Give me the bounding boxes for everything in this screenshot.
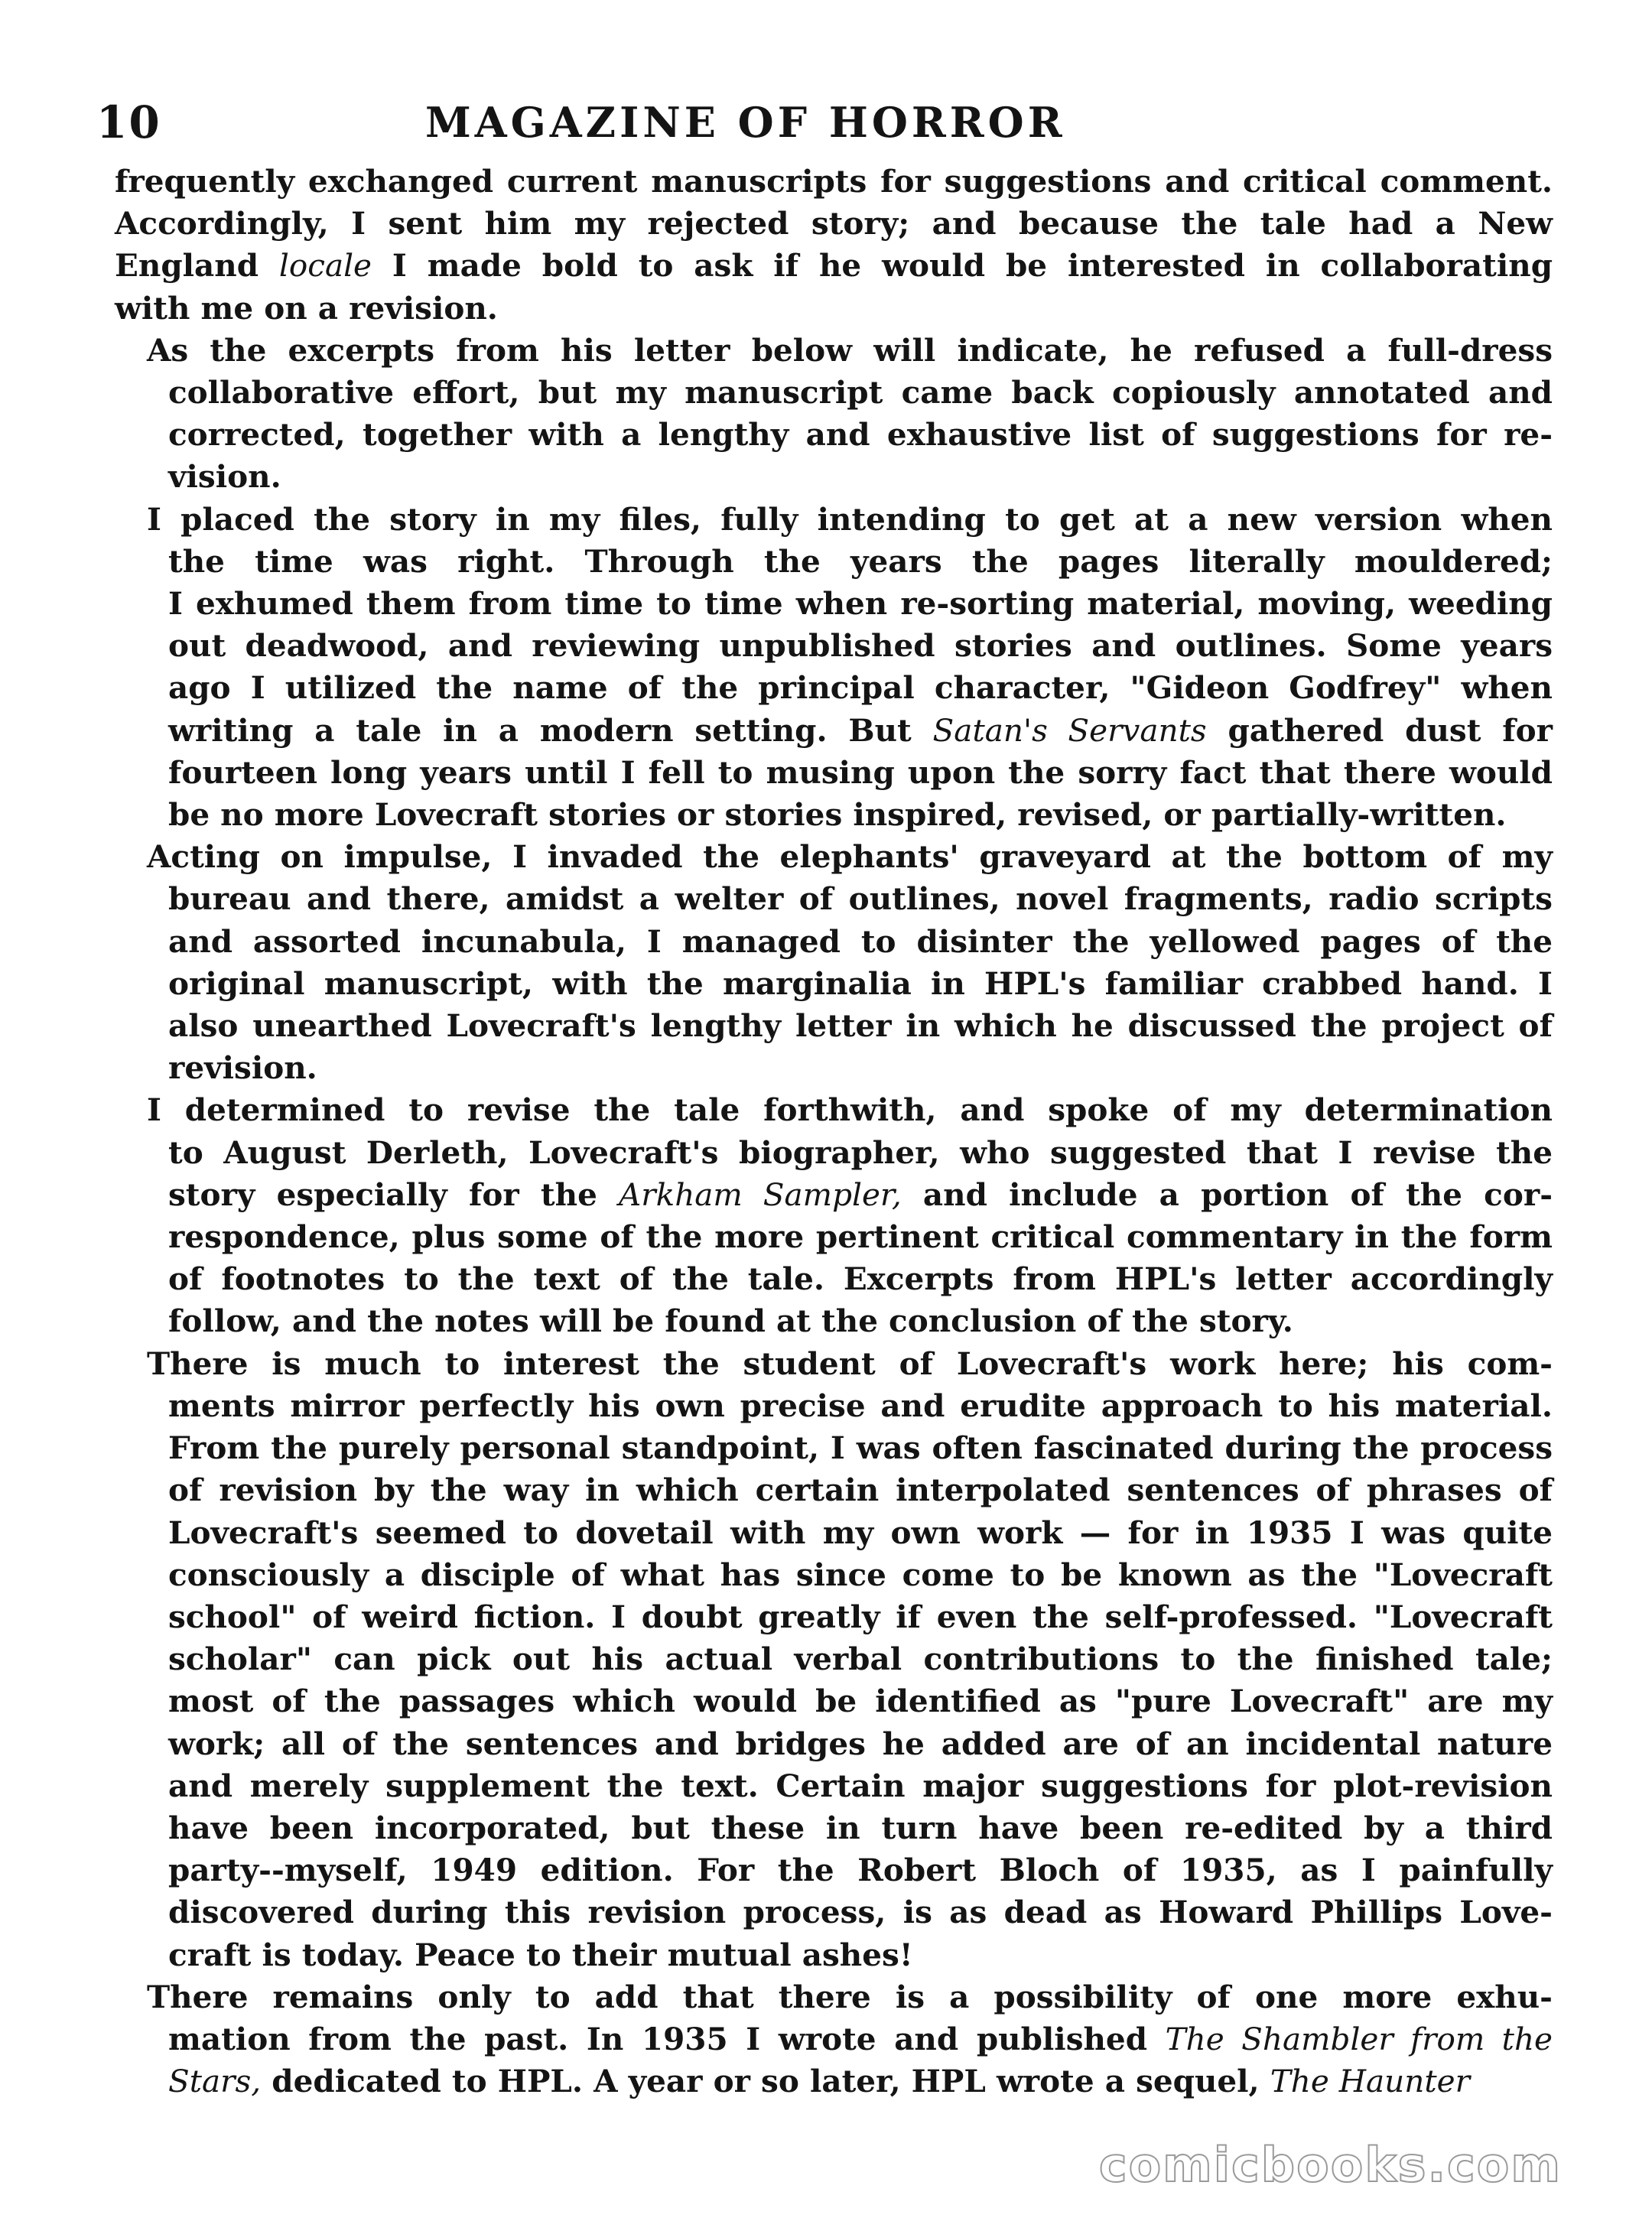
text-line: have been incorporated, but these in turn have been re-edited by a third [168,1809,1553,1846]
text-line: school" of weird fiction. I doubt greatly if even the self-professed. "Lovecraft [168,1598,1553,1635]
text-line: vision. [168,458,281,496]
text-line: ago I utilized the name of the principal character, "Gideon Godfrey" when [168,669,1553,707]
text-line: be no more Lovecraft stories or stories inspired, revised, or partially-written. [168,796,1507,834]
watermark-logo: comicbooks.com [1098,2137,1562,2193]
paragraph [115,330,1553,499]
text-line: From the purely personal standpoint, I was often fascinated during the process [168,1429,1553,1467]
text-line: the time was right. Through the years the pages literally mouldered; [168,542,1553,580]
text-line: Stars, dedicated to HPL. A year or so later, HPL wrote a sequel, The Haunter [168,2063,1470,2100]
text-line: of footnotes to the text of the tale. Excerpts from HPL's letter accordingly [168,1260,1553,1298]
text-line: I exhumed them from time to time when re-sorting material, moving, weeding [168,585,1553,623]
text-line: of revision by the way in which certain interpolated sentences of phrases of [168,1472,1553,1509]
text-line: original manuscript, with the marginalia in HPL's familiar crabbed hand. I [168,964,1553,1002]
text-line: and assorted incunabula, I managed to disinter the yellowed pages of the [168,922,1553,960]
text-line: revision. [168,1049,317,1087]
text-line: collaborative effort, but my manuscript came back copiously annotated and [168,374,1553,411]
text-line: consciously a disciple of what has since come to be known as the "Lovecraft [168,1556,1553,1593]
paragraph [115,161,1553,330]
paragraph [115,1089,1553,1342]
text-line: There remains only to add that there is a possibility of one more exhu- [147,1978,1553,2015]
text-line: As the excerpts from his letter below will indicate, he refused a full-dress [147,331,1553,369]
paragraph [115,1976,1553,2103]
text-line: scholar" can pick out his actual verbal contributions to the finished tale; [168,1641,1553,1678]
text-line: with me on a revision. [115,289,498,327]
text-line: Acting on impulse, I invaded the elephants' graveyard at the bottom of my [147,838,1553,876]
text-line: Lovecraft's seemed to dovetail with my own work — for in 1935 I was quite [168,1514,1553,1551]
text-line: mation from the past. In 1935 I wrote and published The Shambler from the [168,2020,1553,2057]
magazine-title: MAGAZINE OF HORROR [425,98,1066,147]
text-line: ments mirror perfectly his own precise and erudite approach to his material. [168,1387,1553,1424]
text-line: Accordingly, I sent him my rejected story; and because the tale had a New [115,205,1553,242]
text-line: discovered during this revision process, is as dead as Howard Phillips Love- [168,1894,1553,1931]
text-line: out deadwood, and reviewing unpublished stories and outlines. Some years [168,627,1553,665]
page-header [96,92,1550,161]
text-line: I placed the story in my files, fully intending to get at a new version when [147,500,1553,538]
text-line: bureau and there, amidst a welter of outlines, novel fragments, radio scripts [168,880,1553,918]
page-number: 10 [96,96,161,148]
text-line: and merely supplement the text. Certain major suggestions for plot-revision [168,1767,1553,1804]
text-line: party--myself, 1949 edition. For the Robert Bloch of 1935, as I painfully [168,1852,1553,1889]
text-line: also unearthed Lovecraft's lengthy letter in which he discussed the project of [168,1007,1553,1045]
text-line: I determined to revise the tale forthwith, and spoke of my determination [147,1091,1553,1129]
text-line: work; all of the sentences and bridges he added are of an incidental nature [168,1725,1553,1762]
text-line: craft is today. Peace to their mutual ashes! [168,1936,913,1973]
text-line: respondence, plus some of the more pertinent critical commentary in the form [168,1218,1553,1256]
text-line: frequently exchanged current manuscripts for suggestions and critical comment. [115,163,1553,200]
text-line: There is much to interest the student of Lovecraft's work here; his com- [147,1345,1553,1382]
text-line: writing a tale in a modern setting. But Satan's Servants gathered dust for [168,711,1553,749]
paragraph [115,499,1553,837]
text-line: England locale I made bold to ask if he would be interested in collaborating [115,247,1553,285]
paragraph [115,1343,1553,1976]
text-line: fourteen long years until I fell to musing upon the sorry fact that there would [168,753,1553,791]
article-body [115,161,1553,2103]
paragraph [115,836,1553,1089]
text-line: most of the passages which would be identified as "pure Lovecraft" are my [168,1683,1553,1720]
text-line: corrected, together with a lengthy and exhaustive list of suggestions for re- [168,416,1553,454]
text-line: story especially for the Arkham Sampler, and include a portion of the cor- [168,1176,1553,1213]
text-line: follow, and the notes will be found at the conclusion of the story. [168,1303,1293,1340]
text-line: to August Derleth, Lovecraft's biographer, who suggested that I revise the [168,1133,1553,1171]
